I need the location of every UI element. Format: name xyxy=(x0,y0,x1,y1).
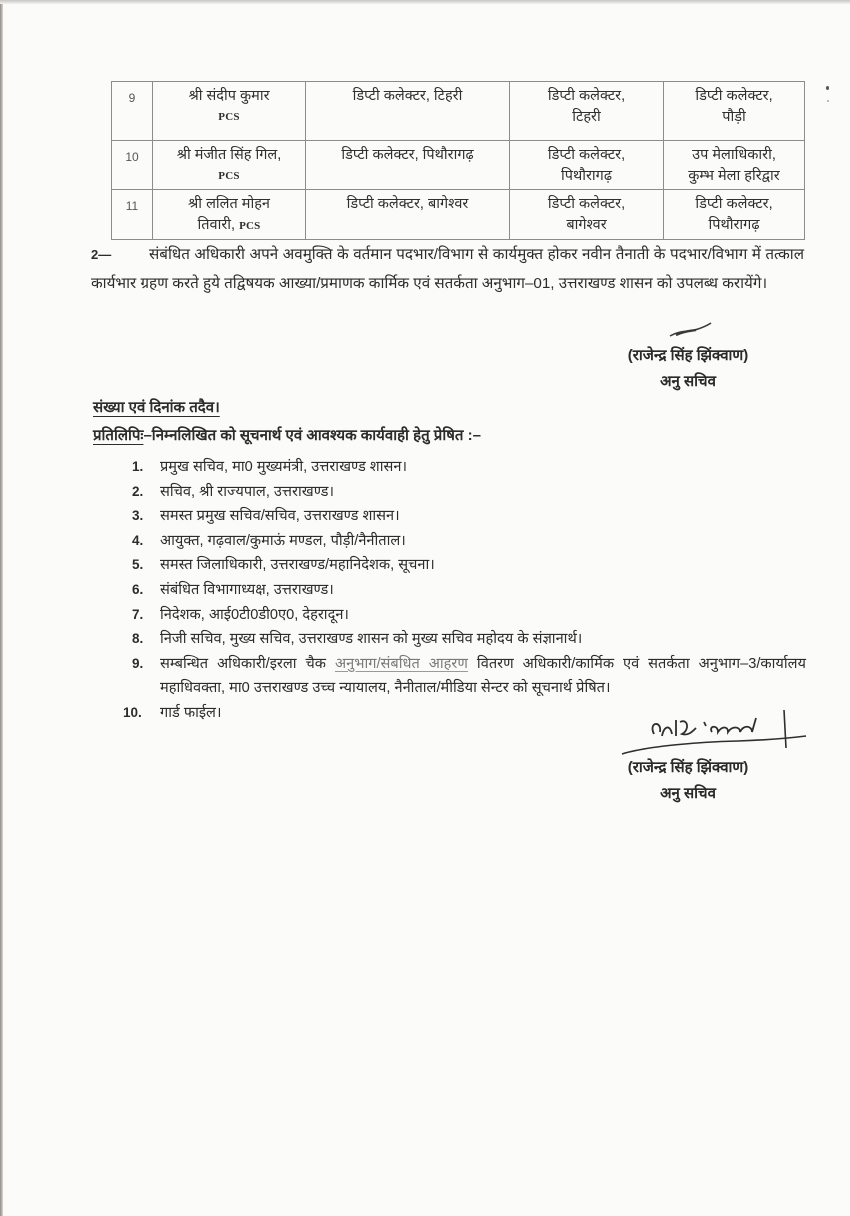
table-row xyxy=(112,190,805,240)
copy-label: प्रतिलिपिः xyxy=(93,427,144,444)
previous-post: डिप्टी कलेक्टर, टिहरी xyxy=(306,82,510,141)
list-item xyxy=(132,529,806,554)
new-post-line1: डिप्टी कलेक्टर, xyxy=(695,88,773,104)
new-post xyxy=(664,190,805,240)
new-post xyxy=(664,141,805,190)
signatory-block-2 xyxy=(588,755,788,807)
list-item xyxy=(132,652,806,701)
list-item xyxy=(132,603,806,628)
list-item-text xyxy=(160,652,806,701)
list-item-number: 3. xyxy=(132,508,144,524)
list-item-number: 8. xyxy=(132,631,144,647)
list-item-text: आयुक्त, गढ़वाल/कुमाऊं मण्डल, पौड़ी/नैनीताल। xyxy=(160,532,406,549)
list-item-number: 1. xyxy=(132,459,144,474)
list-item xyxy=(132,504,806,529)
current-post-line1: डिप्टी कलेक्टर, xyxy=(547,196,626,212)
officer-name-text: श्री ललित मोहन xyxy=(188,196,270,212)
signatory-designation: अनु सचिव xyxy=(660,785,716,802)
previous-post: डिप्टी कलेक्टर, बागेश्वर xyxy=(306,190,510,240)
list-item-number: 4. xyxy=(132,532,144,548)
list-item-text: गार्ड फाईल। xyxy=(160,704,222,721)
list-item-number: 9. xyxy=(132,655,144,671)
list-item xyxy=(132,627,806,652)
copy-recipient-list xyxy=(123,455,806,726)
list-item-text-part: वितरण अधिकारी/कार्मिक एवं सतर्कता अनुभाग–3/कार्यालय महाधिवक्ता, मा0 उत्तराखण्ड उच्च न्यायालय, नैनीताल/मीडिया सेन्टर को सूचनार्थ प्रेषित। xyxy=(160,655,806,697)
list-item xyxy=(132,553,806,578)
signatory-name: (राजेन्द्र सिंह झिंक्वाण) xyxy=(627,759,749,776)
copy-to-line xyxy=(93,425,481,445)
officer-name xyxy=(153,82,306,141)
page-edge-top xyxy=(0,0,850,4)
serial-number: 11 xyxy=(112,190,153,240)
signatory-name: (राजेन्द्र सिंह झिंक्वाण) xyxy=(627,347,749,364)
paragraph-2 xyxy=(91,240,804,298)
current-post xyxy=(510,141,664,190)
list-item-text: निदेशक, आई0टी0डी0ए0, देहरादून। xyxy=(160,606,349,623)
paragraph-number: 2— xyxy=(91,247,112,262)
list-item-number: 10. xyxy=(123,704,142,720)
paper-speck xyxy=(827,100,829,102)
previous-post: डिप्टी कलेक्टर, पिथौरागढ़ xyxy=(306,141,510,190)
serial-number: 9 xyxy=(112,82,153,141)
officer-name-line2-text: तिवारी, xyxy=(197,217,236,233)
serial-number: 10 xyxy=(112,141,153,190)
paper-speck xyxy=(826,86,829,90)
new-post-line2: पौड़ी xyxy=(722,109,746,125)
list-item-text-part: सम्बन्धित अधिकारी/इरला चैक xyxy=(160,655,335,672)
list-item-number: 5. xyxy=(132,557,144,573)
paragraph-text: संबंधित अधिकारी अपने अवमुक्ति के वर्तमान पदभार/विभाग से कार्यमुक्त होकर नवीन तैनाती के पदभार/विभाग में तत्काल कार्यभार ग्रहण करते हुये तद्विषयक आख्या/प्रमाणक कार्मिक एवं सतर्कता अनुभाग–01, उत्तराखण्ड शासन को उपलब्ध करायेंगे। xyxy=(91,246,804,292)
officer-name-line2 xyxy=(157,215,301,237)
copy-instruction: –निम्नलिखित को सूचनार्थ एवं आवश्यक कार्यवाही हेतु प्रेषित :– xyxy=(143,427,481,444)
current-post xyxy=(510,190,664,240)
current-post-line2: टिहरी xyxy=(572,109,601,125)
list-item-text: समस्त जिलाधिकारी, उत्तराखण्ड/महानिदेशक, सूचना। xyxy=(160,557,435,574)
current-post-line2: बागेश्वर xyxy=(566,217,607,233)
signature-mark-icon xyxy=(668,322,712,340)
current-post-line2: पिथौरागढ़ xyxy=(560,168,613,184)
new-post-line2: पिथौरागढ़ xyxy=(708,217,760,233)
new-post-line2: कुम्भ मेला हरिद्वार xyxy=(688,168,780,184)
reference-number-date-text: संख्या एवं दिनांक तदैव। xyxy=(93,399,220,416)
current-post-line1: डिप्टी कलेक्टर, xyxy=(547,147,626,163)
list-item-text: सचिव, श्री राज्यपाल, उत्तराखण्ड। xyxy=(160,483,334,500)
new-post-line1: उप मेलाधिकारी, xyxy=(692,147,776,163)
list-item-number: 6. xyxy=(132,581,144,597)
list-item xyxy=(132,578,806,603)
struck-text: अनुभाग/संबधित आहरण xyxy=(334,655,468,672)
list-item-text: संबंधित विभागाध्यक्ष, उत्तराखण्ड। xyxy=(160,581,334,598)
list-item-text: निजी सचिव, मुख्य सचिव, उत्तराखण्ड शासन को मुख्य सचिव महोदय के संज्ञानार्थ। xyxy=(160,631,583,648)
reference-number-date xyxy=(93,397,220,417)
signatory-block-1 xyxy=(588,343,788,395)
table-row xyxy=(112,141,805,190)
current-post xyxy=(510,82,664,141)
list-item-number: 7. xyxy=(132,606,144,622)
officer-name-text: श्री संदीप कुमार xyxy=(188,88,270,104)
list-item-text: प्रमुख सचिव, मा0 मुख्यमंत्री, उत्तराखण्ड शासन। xyxy=(160,459,407,475)
new-post-line1: डिप्टी कलेक्टर, xyxy=(695,196,773,212)
table-row xyxy=(112,82,805,141)
list-item-text: समस्त प्रमुख सचिव/सचिव, उत्तराखण्ड शासन। xyxy=(160,508,400,525)
list-item xyxy=(132,455,806,480)
officer-name xyxy=(153,141,306,190)
officer-name-text: श्री मंजीत सिंह गिल, xyxy=(176,147,282,163)
current-post-line1: डिप्टी कलेक्टर, xyxy=(547,88,626,104)
handwritten-signature-icon xyxy=(618,708,813,758)
signatory-designation: अनु सचिव xyxy=(660,373,716,390)
service-label: PCS xyxy=(218,111,240,123)
list-item-number: 2. xyxy=(132,483,144,499)
service-label: PCS xyxy=(239,220,261,232)
page-edge-left xyxy=(0,0,3,1216)
list-item xyxy=(132,480,806,505)
officer-name xyxy=(153,190,306,240)
posting-table xyxy=(111,81,805,240)
service-label: PCS xyxy=(218,170,240,182)
new-post xyxy=(664,82,805,141)
